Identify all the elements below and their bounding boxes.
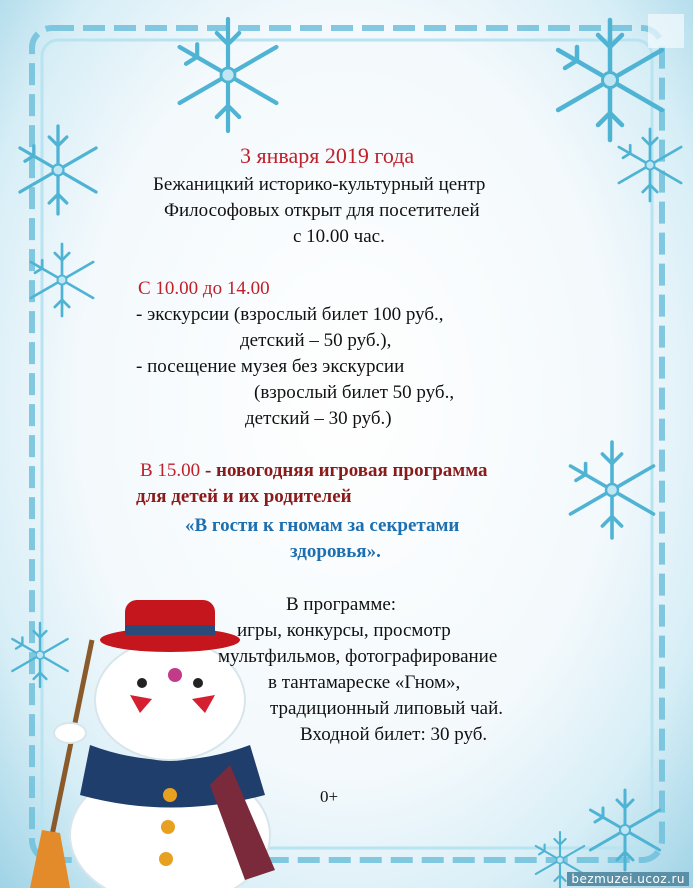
excursion-child-price: детский – 50 руб.), — [240, 330, 392, 351]
watermark: bezmuzei.ucoz.ru — [567, 872, 689, 886]
morning-time: С 10.00 до 14.00 — [138, 278, 270, 299]
program-name-line-2: здоровья». — [290, 541, 381, 562]
program-detail-1: игры, конкурсы, просмотр — [237, 620, 451, 641]
museum-visit-line: - посещение музея без экскурсии — [136, 356, 405, 377]
entry-ticket: Входной билет: 30 руб. — [300, 724, 488, 745]
afternoon-time: В 15.00 — [140, 460, 201, 481]
museum-adult-price: (взрослый билет 50 руб., — [254, 382, 455, 403]
program-name-line-1: «В гости к гномам за секретами — [185, 515, 460, 536]
program-title: новогодняя игровая программа — [216, 460, 488, 481]
intro-line-1: Бежаницкий историко-культурный центр — [153, 174, 486, 195]
program-heading: В программе: — [286, 594, 397, 615]
event-date: 3 января 2019 года — [240, 143, 415, 168]
afternoon-dash: - — [200, 460, 217, 481]
program-detail-2: мультфильмов, фотографирование — [218, 646, 498, 667]
museum-child-price: детский – 30 руб.) — [245, 408, 392, 429]
program-detail-3: в тантамареске «Гном», — [268, 672, 461, 693]
excursion-line: - экскурсии (взрослый билет 100 руб., — [136, 304, 444, 325]
age-rating: 0+ — [320, 787, 339, 806]
program-audience: для детей и их родителей — [136, 486, 352, 507]
program-detail-4: традиционный липовый чай. — [270, 698, 504, 719]
afternoon-line — [140, 458, 488, 484]
intro-line-2: Философовых открыт для посетителей — [164, 200, 480, 221]
intro-line-3: с 10.00 час. — [293, 226, 385, 247]
